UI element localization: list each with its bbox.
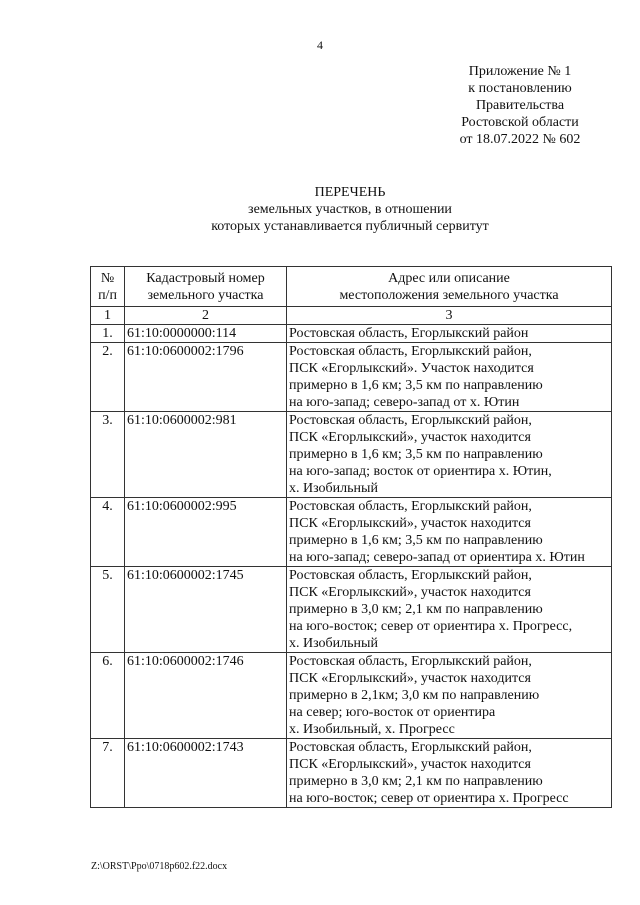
address-line: на юго-восток; север от ориентира х. Прогресс, xyxy=(289,619,573,634)
table-row xyxy=(91,343,612,412)
title-subtitle: земельных участков, в отношении xyxy=(248,202,452,217)
address-line: Ростовская область, Егорлыкский район, xyxy=(289,654,532,669)
title-heading: ПЕРЕЧЕНЬ xyxy=(314,185,386,200)
address-line: Ростовская область, Егорлыкский район, xyxy=(289,413,532,428)
address-description xyxy=(287,498,612,567)
row-number: 7. xyxy=(91,739,125,808)
row-number: 3. xyxy=(91,412,125,498)
column-number: 1 xyxy=(91,307,125,325)
appendix-line: Ростовской области xyxy=(461,115,579,130)
table-row xyxy=(91,739,612,808)
address-line: примерно в 1,6 км; 3,5 км по направлению xyxy=(289,378,543,393)
address-line: на юго-запад; северо-запад от х. Ютин xyxy=(289,395,520,410)
cadastral-number: 61:10:0600002:981 xyxy=(125,412,287,498)
address-line: Ростовская область, Егорлыкский район, xyxy=(289,499,532,514)
address-line: Ростовская область, Егорлыкский район xyxy=(289,326,529,341)
column-number: 3 xyxy=(287,307,612,325)
address-description xyxy=(287,343,612,412)
address-line: Ростовская область, Егорлыкский район, xyxy=(289,344,532,359)
table-row xyxy=(91,412,612,498)
address-line: ПСК «Егорлыкский», участок находится xyxy=(289,430,531,445)
address-line: примерно в 2,1км; 3,0 км по направлению xyxy=(289,688,540,703)
table-row xyxy=(91,567,612,653)
address-line: на юго-запад; северо-запад от ориентира х. Ютин xyxy=(289,550,585,565)
address-line: ПСК «Егорлыкский», участок находится xyxy=(289,757,531,772)
address-line: Ростовская область, Егорлыкский район, xyxy=(289,740,532,755)
address-line: Ростовская область, Егорлыкский район, xyxy=(289,568,532,583)
land-plots-table xyxy=(90,266,612,808)
cadastral-number: 61:10:0600002:1743 xyxy=(125,739,287,808)
appendix-line: от 18.07.2022 № 602 xyxy=(459,132,581,147)
address-line: х. Изобильный, х. Прогресс xyxy=(289,722,455,737)
address-line: примерно в 3,0 км; 2,1 км по направлению xyxy=(289,774,543,789)
appendix-line: Приложение № 1 xyxy=(468,64,572,79)
address-description xyxy=(287,739,612,808)
address-line: примерно в 1,6 км; 3,5 км по направлению xyxy=(289,533,543,548)
address-line: ПСК «Егорлыкский», участок находится xyxy=(289,585,531,600)
row-number: 5. xyxy=(91,567,125,653)
appendix-line: к постановлению xyxy=(468,81,572,96)
page-number: 4 xyxy=(317,38,323,52)
row-number: 4. xyxy=(91,498,125,567)
address-line: примерно в 3,0 км; 2,1 км по направлению xyxy=(289,602,543,617)
table-column-numbers-row xyxy=(91,307,612,325)
cadastral-number: 61:10:0600002:1745 xyxy=(125,567,287,653)
header-number: № п/п xyxy=(91,267,125,307)
document-title xyxy=(0,184,640,235)
address-line: примерно в 1,6 км; 3,5 км по направлению xyxy=(289,447,543,462)
appendix-block xyxy=(440,63,600,148)
address-line: на юго-восток; север от ориентира х. Прогресс xyxy=(289,791,569,806)
address-line: ПСК «Егорлыкский», участок находится xyxy=(289,671,531,686)
column-number: 2 xyxy=(125,307,287,325)
address-line: на север; юго-восток от ориентира xyxy=(289,705,496,720)
row-number: 2. xyxy=(91,343,125,412)
row-number: 6. xyxy=(91,653,125,739)
address-description xyxy=(287,325,612,343)
table-row xyxy=(91,498,612,567)
table-header-row xyxy=(91,267,612,307)
address-line: на юго-запад; восток от ориентира х. Ютин, xyxy=(289,464,552,479)
row-number: 1. xyxy=(91,325,125,343)
appendix-line: Правительства xyxy=(475,98,565,113)
address-description xyxy=(287,412,612,498)
table-row xyxy=(91,653,612,739)
cadastral-number: 61:10:0600002:1746 xyxy=(125,653,287,739)
address-line: ПСК «Егорлыкский». Участок находится xyxy=(289,361,534,376)
address-description xyxy=(287,653,612,739)
header-cadastral-number: Кадастровый номер земельного участка xyxy=(125,267,287,307)
cadastral-number: 61:10:0600002:995 xyxy=(125,498,287,567)
title-subtitle: которых устанавливается публичный сервитут xyxy=(211,219,489,234)
cadastral-number: 61:10:0000000:114 xyxy=(125,325,287,343)
address-line: ПСК «Егорлыкский», участок находится xyxy=(289,516,531,531)
address-description xyxy=(287,567,612,653)
header-address: Адрес или описание местоположения земельного участка xyxy=(287,267,612,307)
address-line: х. Изобильный xyxy=(289,636,378,651)
table-row xyxy=(91,325,612,343)
file-path-footer: Z:\ORST\Ppo\0718p602.f22.docx xyxy=(91,861,228,872)
cadastral-number: 61:10:0600002:1796 xyxy=(125,343,287,412)
address-line: х. Изобильный xyxy=(289,481,378,496)
